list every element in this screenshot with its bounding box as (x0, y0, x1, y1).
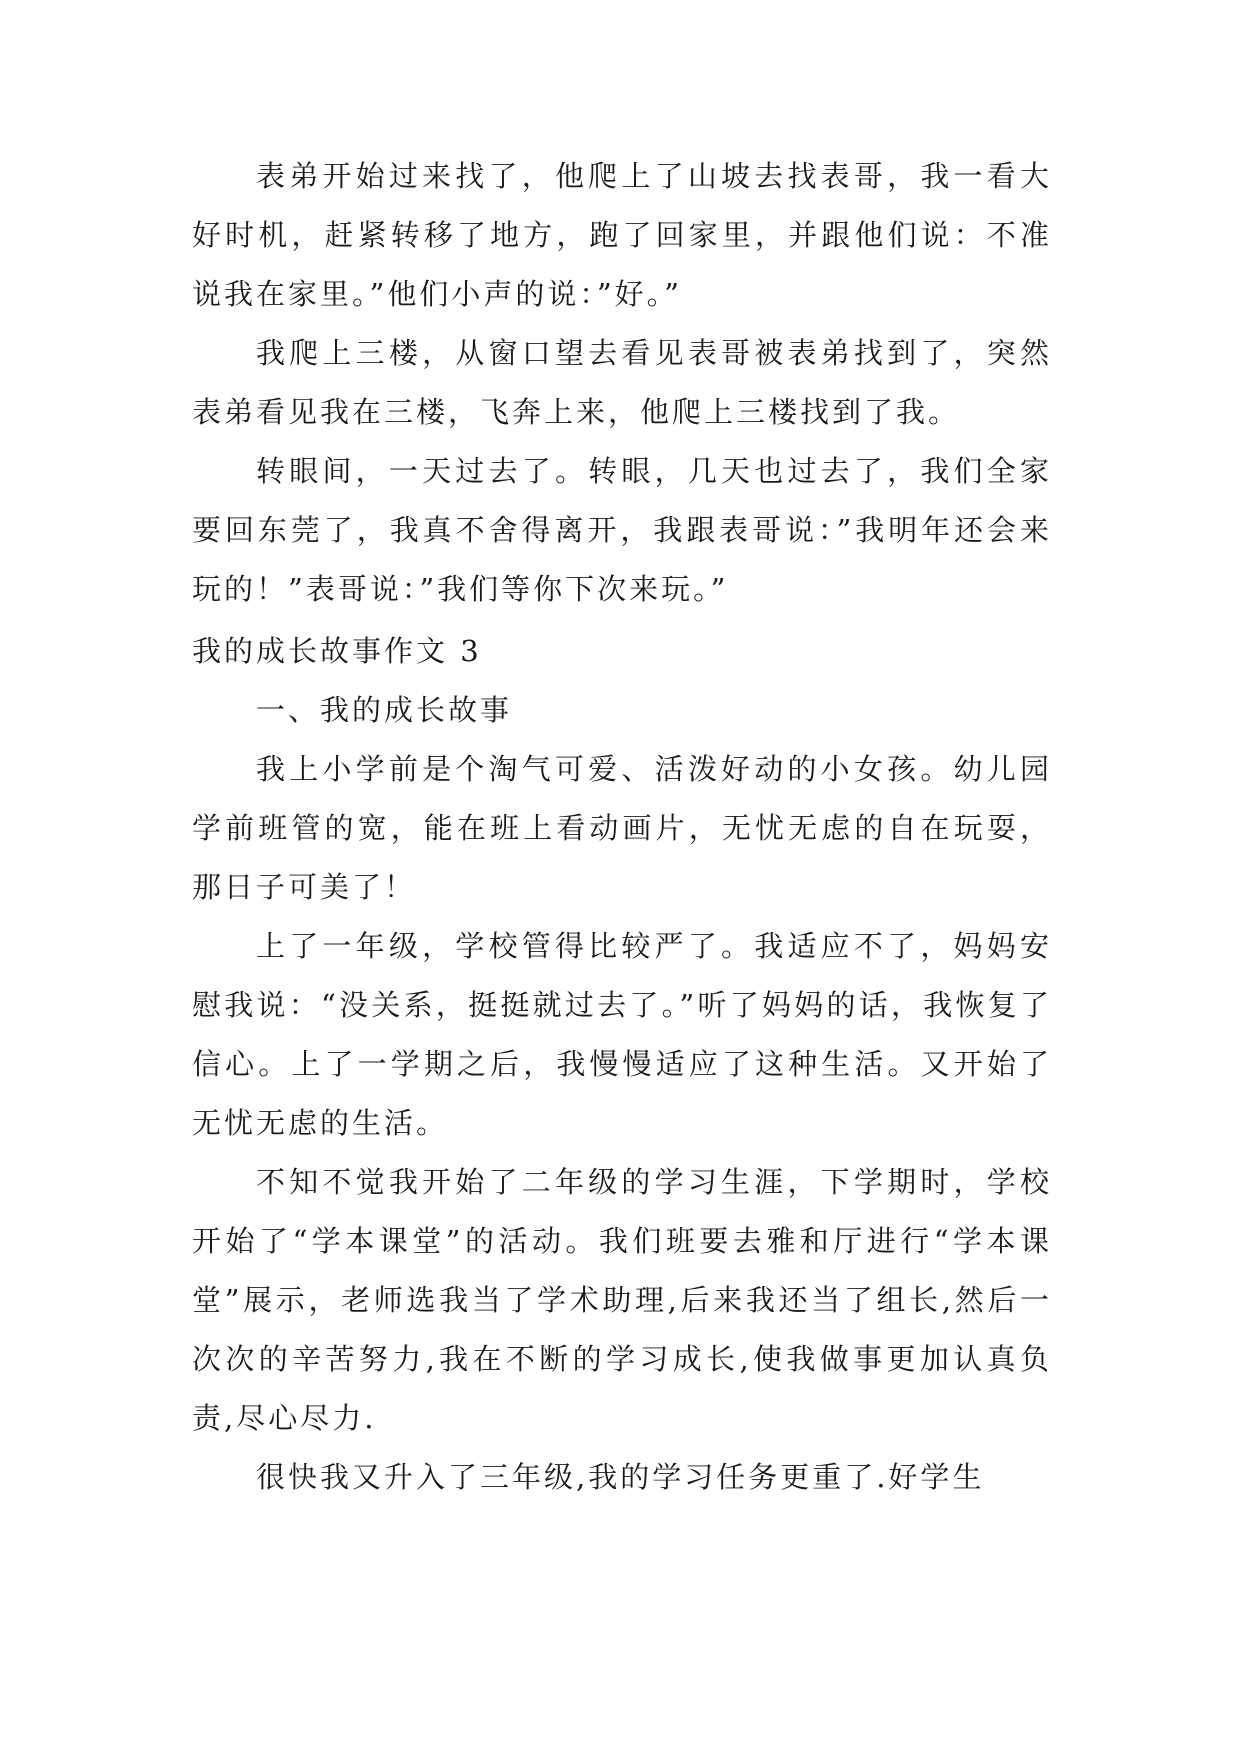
paragraph-preschool: 我上小学前是个淘气可爱、活泼好动的小女孩。幼儿园学前班管的宽，能在班上看动画片，无忧无虑的自在玩耍，那日子可美了！ (192, 752, 1052, 904)
essay-3 (192, 622, 1052, 1507)
story-continuation (192, 147, 1052, 619)
paragraph-first-grade: 上了一年级，学校管得比较严了。我适应不了，妈妈安慰我说：“没关系，挺挺就过去了。”听了妈妈的话，我恢复了信心。上了一学期之后，我慢慢适应了这种生活。又开始了无忧无虑的生活。 (192, 929, 1052, 1140)
paragraph-farewell: 转眼间，一天过去了。转眼，几天也过去了，我们全家要回东莞了，我真不舍得离开，我跟表哥说：”我明年还会来玩的！”表哥说：”我们等你下次来玩。” (192, 454, 1052, 606)
paragraph-third-floor: 我爬上三楼，从窗口望去看见表哥被表弟找到了，突然表弟看见我在三楼，飞奔上来，他爬上三楼找到了我。 (192, 336, 1052, 429)
section-title: 我的成长故事作文 3 (192, 634, 482, 668)
paragraph-second-grade: 不知不觉我开始了二年级的学习生涯，下学期时，学校开始了“学本课堂”的活动。我们班要去雅和厅进行“学本课堂”展示，老师选我当了学术助理,后来我还当了组长,然后一次次的辛苦努力,我在不断的学习成长,使我做事更加认真负责,尽心尽力. (192, 1165, 1052, 1435)
subheading: 一、我的成长故事 (256, 693, 513, 727)
paragraph-third-grade: 很快我又升入了三年级,我的学习任务更重了.好学生 (256, 1460, 985, 1494)
paragraph-hide-and-seek: 表弟开始过来找了，他爬上了山坡去找表哥，我一看大好时机，赶紧转移了地方，跑了回家里，并跟他们说：不准说我在家里。”他们小声的说：”好。” (192, 159, 1052, 311)
